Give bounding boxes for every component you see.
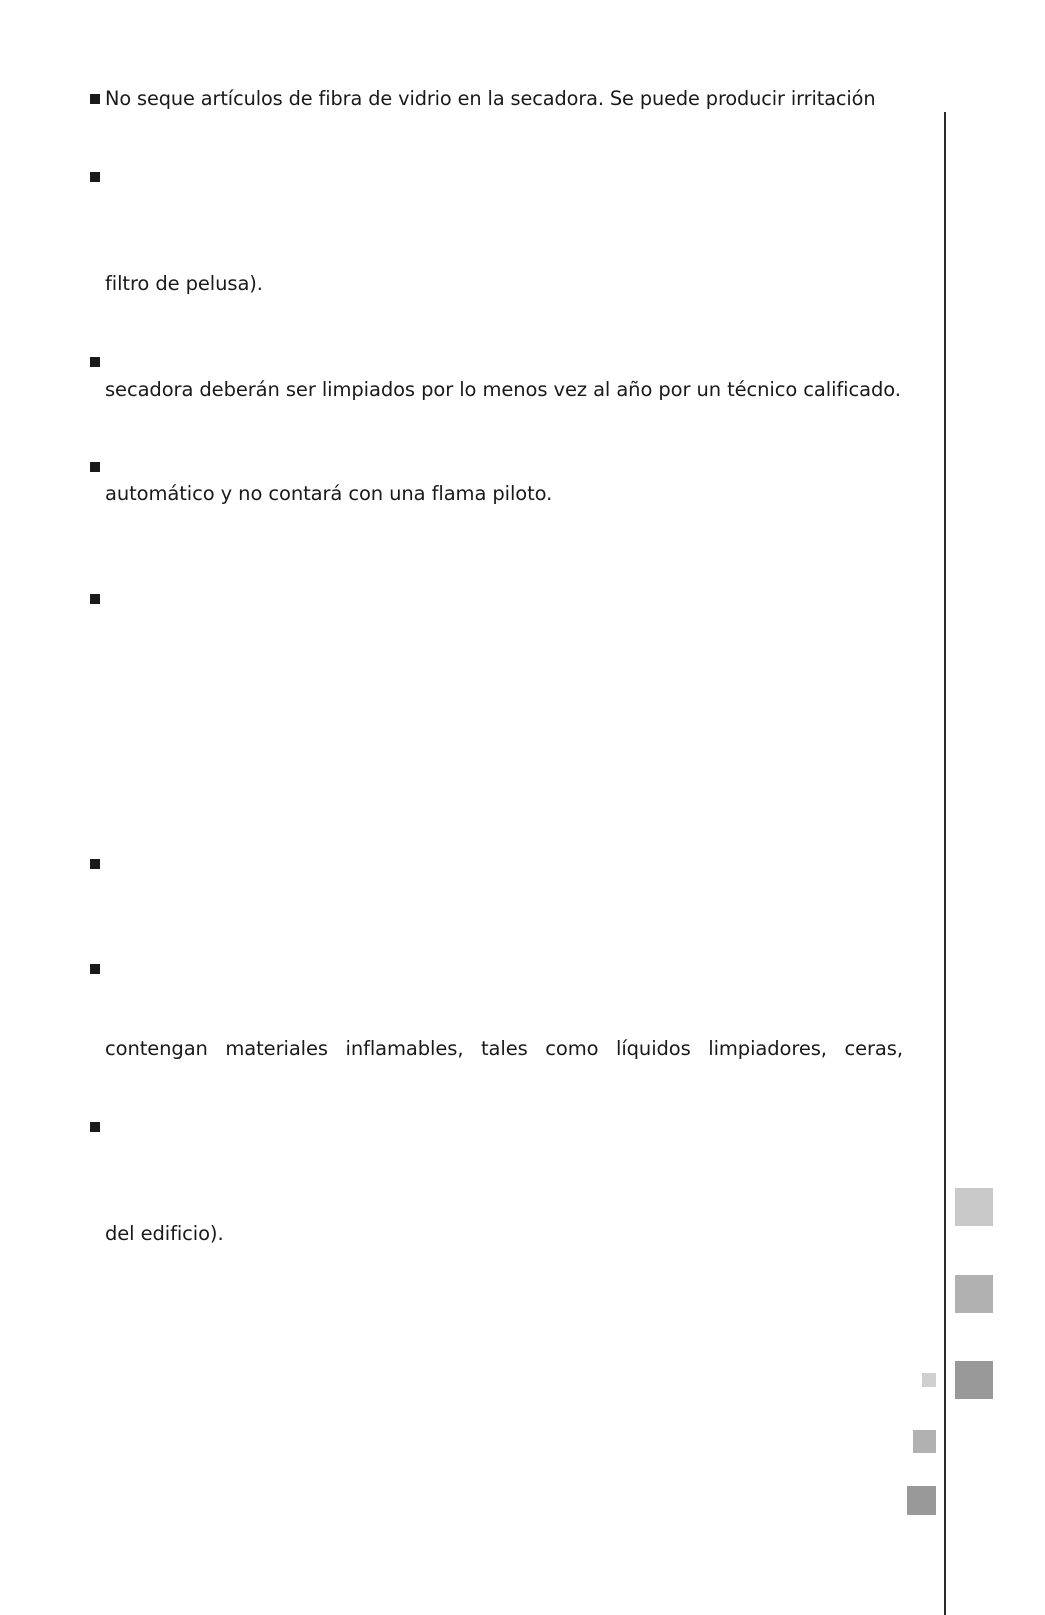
word: materiales xyxy=(225,1037,328,1060)
word: inflamables, xyxy=(345,1037,464,1060)
text-line-fiberglass: No seque artículos de fibra de vidrio en la secadora. Se puede producir irritación xyxy=(105,87,876,110)
section-tab-mid xyxy=(955,1275,993,1313)
bullet-marker xyxy=(90,94,100,104)
decor-square-medium xyxy=(913,1430,936,1453)
bullet-marker xyxy=(90,357,100,367)
bullet-marker xyxy=(90,172,100,182)
word: como xyxy=(545,1037,599,1060)
bullet-marker xyxy=(90,594,100,604)
bullet-marker xyxy=(90,462,100,472)
bullet-marker xyxy=(90,964,100,974)
text-line-lint-filter: filtro de pelusa). xyxy=(105,272,263,295)
text-line-cleaning: secadora deberán ser limpiados por lo menos vez al año por un técnico calificado. xyxy=(105,378,901,401)
section-tab-dark xyxy=(955,1361,993,1399)
decor-square-small xyxy=(922,1373,936,1387)
margin-rule xyxy=(944,112,946,1615)
bullet-marker xyxy=(90,859,100,869)
text-line-pilot-flame: automático y no contará con una flama piloto. xyxy=(105,482,553,505)
word: ceras, xyxy=(844,1037,903,1060)
word: limpiadores, xyxy=(708,1037,827,1060)
word: líquidos xyxy=(616,1037,691,1060)
bullet-marker xyxy=(90,1122,100,1132)
text-line-building: del edificio). xyxy=(105,1222,224,1245)
text-line-flammable xyxy=(105,1037,903,1061)
word: tales xyxy=(481,1037,528,1060)
word: contengan xyxy=(105,1037,208,1060)
decor-square-large xyxy=(907,1486,936,1515)
section-tab-light xyxy=(955,1188,993,1226)
